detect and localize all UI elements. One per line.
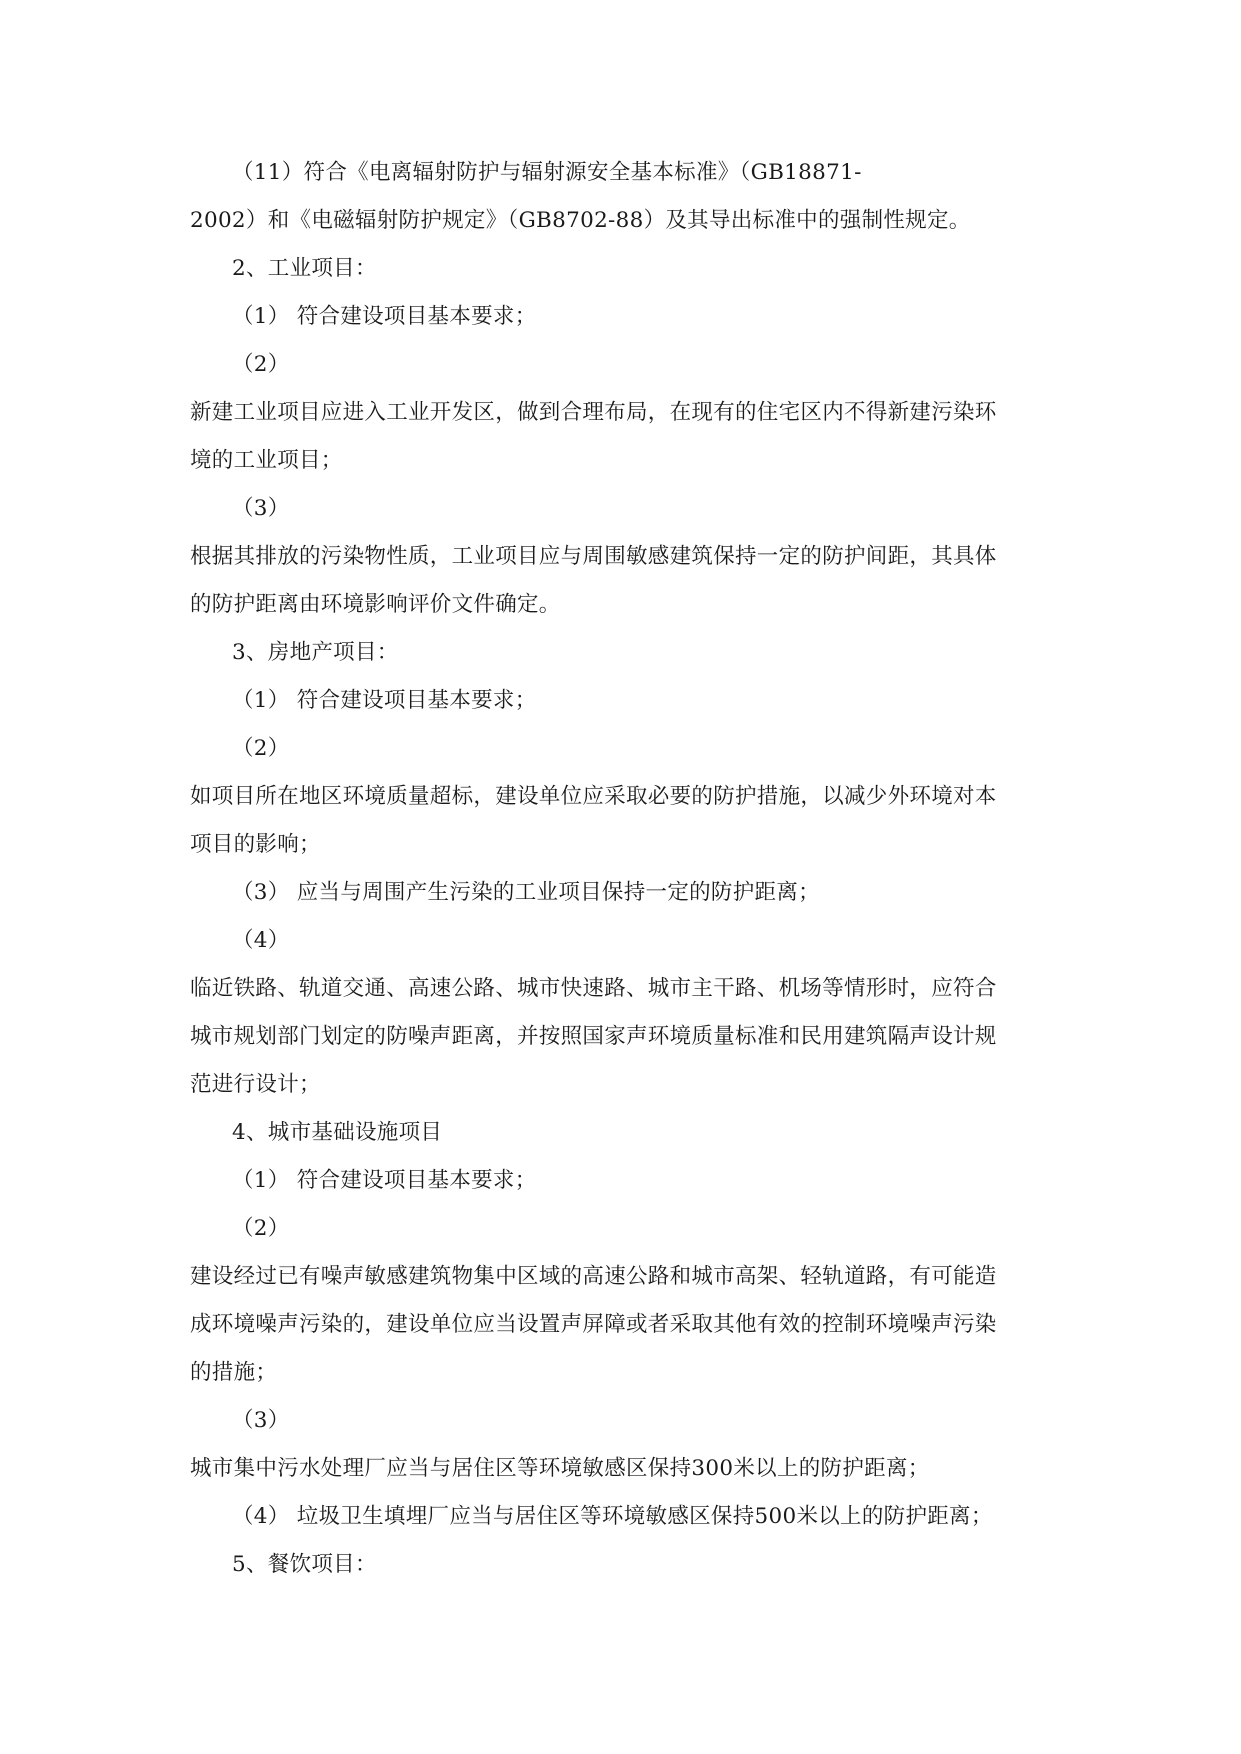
text-line: （11）符合《电离辐射防护与辐射源安全基本标准》（GB18871- (232, 160, 862, 185)
text-line: （1） 符合建设项目基本要求； (232, 1168, 537, 1193)
text-line: （1） 符合建设项目基本要求； (232, 304, 537, 329)
text-line: 境的工业项目； (190, 448, 343, 473)
text-line: 城市集中污水处理厂应当与居住区等环境敏感区保持300米以上的防护距离； (190, 1456, 930, 1481)
text-line: （3） 应当与周围产生污染的工业项目保持一定的防护距离； (232, 880, 820, 905)
text-line: 根据其排放的污染物性质，工业项目应与周围敏感建筑保持一定的防护间距，其具体 (190, 544, 997, 569)
text-line: 城市规划部门划定的防噪声距离，并按照国家声环境质量标准和民用建筑隔声设计规 (190, 1024, 997, 1049)
text-line: （1） 符合建设项目基本要求； (232, 688, 537, 713)
text-line: （2） (232, 736, 290, 761)
text-line: 新建工业项目应进入工业开发区，做到合理布局，在现有的住宅区内不得新建污染环 (190, 400, 997, 425)
section-heading: 5、餐饮项目： (232, 1552, 377, 1577)
text-line: 临近铁路、轨道交通、高速公路、城市快速路、城市主干路、机场等情形时，应符合 (190, 976, 997, 1001)
text-line: 项目的影响； (190, 832, 321, 857)
text-line: 建设经过已有噪声敏感建筑物集中区域的高速公路和城市高架、轻轨道路，有可能造 (190, 1264, 997, 1289)
text-line: 成环境噪声污染的，建设单位应当设置声屏障或者采取其他有效的控制环境噪声污染 (190, 1312, 997, 1337)
text-line: 如项目所在地区环境质量超标，建设单位应采取必要的防护措施，以减少外环境对本 (190, 784, 997, 809)
section-heading: 2、工业项目： (232, 256, 377, 281)
text-line: （4） 垃圾卫生填埋厂应当与居住区等环境敏感区保持500米以上的防护距离； (232, 1504, 993, 1529)
section-heading: 4、城市基础设施项目 (232, 1120, 443, 1145)
text-line: （2） (232, 1216, 290, 1241)
section-heading: 3、房地产项目： (232, 640, 399, 665)
text-line: 的防护距离由环境影响评价文件确定。 (190, 592, 561, 617)
text-line: 的措施； (190, 1360, 278, 1385)
text-line: （3） (232, 496, 290, 521)
text-line: 范进行设计； (190, 1072, 321, 1097)
text-line: （4） (232, 928, 290, 953)
text-line: （3） (232, 1408, 290, 1433)
text-line: 2002）和《电磁辐射防护规定》（GB8702-88）及其导出标准中的强制性规定。 (190, 208, 971, 233)
text-line: （2） (232, 352, 290, 377)
